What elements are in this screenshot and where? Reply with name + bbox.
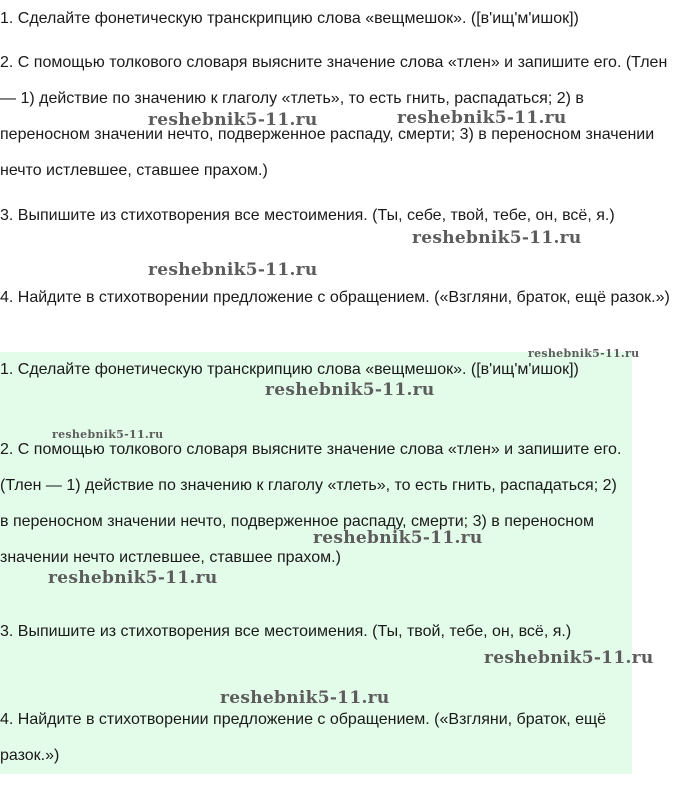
answer-2: 2. С помощью толкового словаря выясните значение слова «тлен» и запишите его. (Тлен — 1) действие по значению к глаголу «тлеть», то есть гнить, распадаться; 2) в переносном значении нечто, подверженное распаду, смерти; 3) в переносном значении нечто истлевшее, ставшее прахом.): [0, 441, 622, 566]
watermark: reshebnik5-11.ru: [220, 688, 390, 708]
watermark: reshebnik5-11.ru: [484, 648, 654, 668]
watermark: reshebnik5-11.ru: [52, 428, 164, 441]
watermark: reshebnik5-11.ru: [265, 380, 435, 400]
answer-2: 2. С помощью толкового словаря выясните значение слова «тлен» и запишите его. (Тлен — 1) действие по значению к глаголу «тлеть», то есть гнить, распадаться; 2) в переносном значении нечто, подверженное распаду, смерти; 3) в переносном значении нечто истлевшее, ставшее прахом.): [0, 54, 668, 179]
watermark: reshebnik5-11.ru: [397, 108, 567, 128]
answer-4: 4. Найдите в стихотворении предложение с обращением. («Взгляни, браток, ещё разок.»): [0, 289, 670, 306]
answer-4: 4. Найдите в стихотворении предложение с обращением. («Взгляни, браток, ещё разок.»): [0, 711, 607, 764]
watermark: reshebnik5-11.ru: [148, 110, 318, 130]
watermark: reshebnik5-11.ru: [148, 260, 318, 280]
answer-1: 1. Сделайте фонетическую транскрипцию слова «вещмешок». ([в'ищ'м'ишок]): [0, 361, 579, 378]
answer-3: 3. Выпишите из стихотворения все местоимения. (Ты, себе, твой, тебе, он, всё, я.): [0, 207, 615, 224]
watermark: reshebnik5-11.ru: [313, 528, 483, 548]
watermark: reshebnik5-11.ru: [528, 347, 640, 360]
watermark: reshebnik5-11.ru: [48, 568, 218, 588]
answer-3: 3. Выпишите из стихотворения все местоимения. (Ты, твой, тебе, он, всё, я.): [0, 623, 572, 640]
watermark: reshebnik5-11.ru: [412, 228, 582, 248]
answer-1: 1. Сделайте фонетическую транскрипцию слова «вещмешок». ([в'ищ'м'ишок]): [0, 10, 579, 27]
answers-highlighted-block: [0, 352, 632, 774]
